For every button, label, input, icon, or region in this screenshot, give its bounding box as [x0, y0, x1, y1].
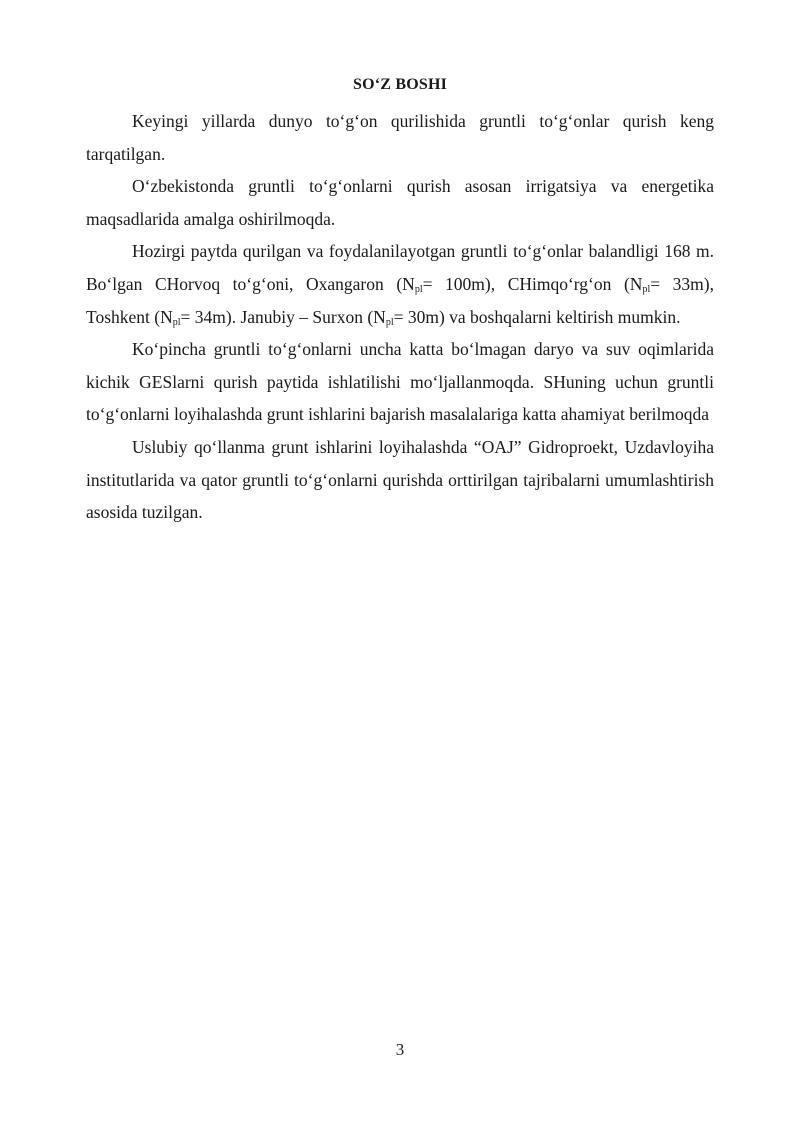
paragraph-3-text-2: = 100m), CHimqo‘rg‘on (N [422, 273, 643, 294]
subscript-pl-3: pl [172, 316, 181, 328]
body-text [86, 105, 714, 529]
paragraph-5: Uslubiy qo‘llanma grunt ishlarini loyihalashda “OAJ” Gidroproekt, Uzdavloyiha institutlarida va qator gruntli to‘g‘onlarni qurishda orttirilgan tajribalarni umumlashtirish asosida tuzilgan. [86, 436, 714, 523]
subscript-pl-1: pl [414, 283, 423, 295]
subscript-pl-2: pl [642, 283, 651, 295]
page-title: SO‘Z BOSHI [352, 76, 448, 93]
paragraph-3-text-3: = 33m), Toshkent (N [86, 273, 714, 327]
subscript-pl-4: pl [385, 316, 394, 328]
paragraph-2: O‘zbekistonda gruntli to‘g‘onlarni qurish asosan irrigatsiya va energetika maqsadlarida amalga oshirilmoqda. [86, 176, 714, 229]
paragraph-3-text-5: = 30m) va boshqalarni keltirish mumkin. [393, 306, 681, 327]
paragraph-1: Keyingi yillarda dunyo to‘g‘on qurilishida gruntli to‘g‘onlar qurish keng tarqatilgan. [86, 111, 714, 164]
paragraph-3-text-4: = 34m). Janubiy – Surxon (N [180, 306, 386, 327]
paragraph-3-text-1: Hozirgi paytda qurilgan va foydalanilayotgan gruntli to‘g‘onlar balandligi 168 m. Bo‘lgan CHorvoq to‘g‘oni, Oxangaron (N [86, 241, 714, 294]
page-number: 3 [395, 1040, 405, 1059]
paragraph-4: Ko‘pincha gruntli to‘g‘onlarni uncha katta bo‘lmagan daryo va suv oqimlarida kichik GESlarni qurish paytida ishlatilishi mo‘ljallanmoqda. SHuning uchun gruntli to‘g‘onlarni loyihalashda grunt ishlarini bajarish masalalariga katta ahamiyat berilmoqda [86, 339, 714, 425]
paragraph-3 [86, 235, 714, 333]
